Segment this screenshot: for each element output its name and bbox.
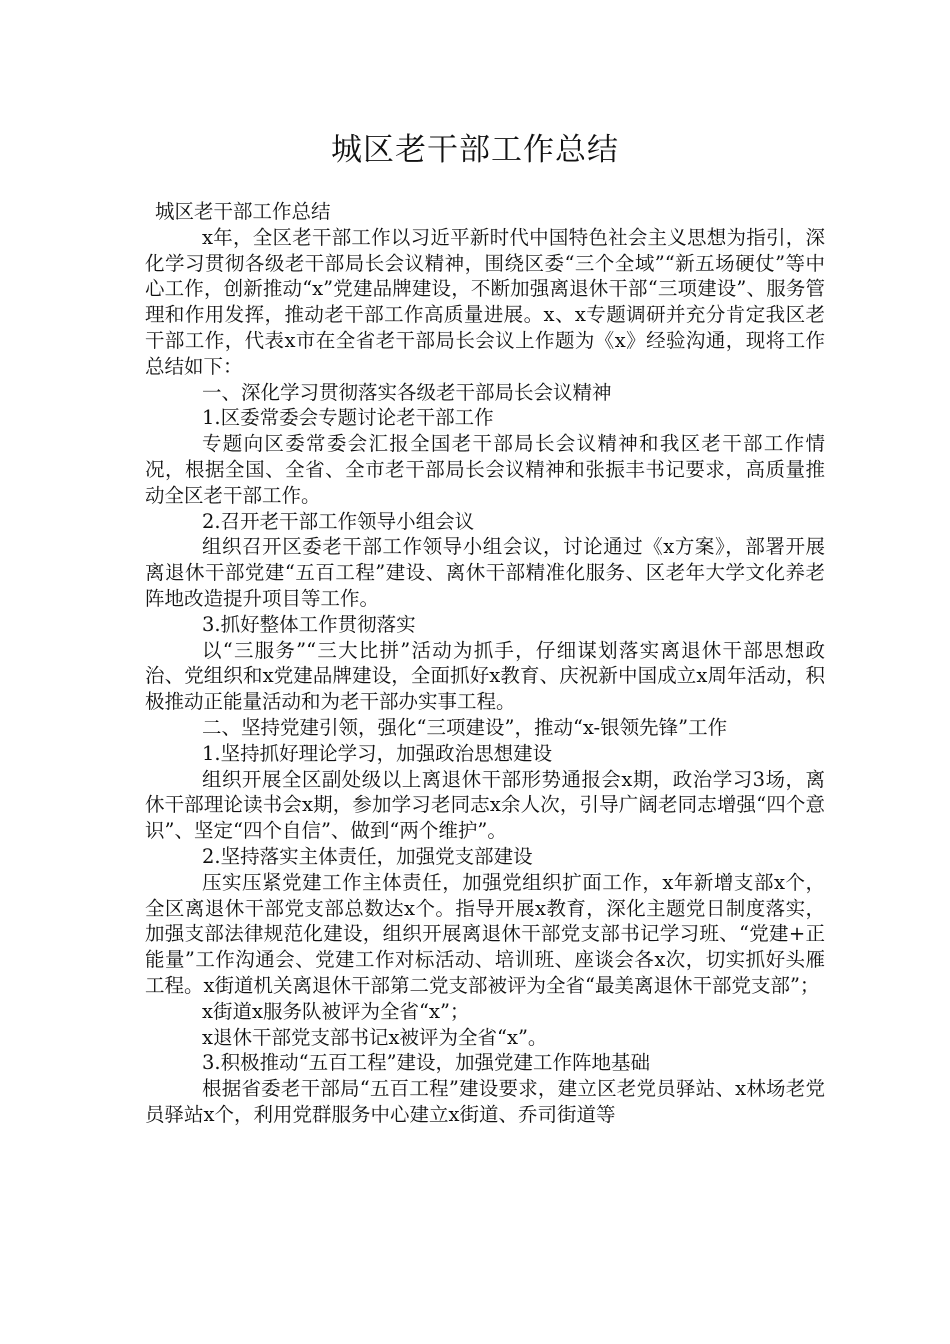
subsection-heading: 3.积极推动“五百工程”建设，加强党建工作阵地基础 <box>202 1051 651 1075</box>
paragraph: x年，全区老干部工作以习近平新时代中国特色社会主义思想为指引，深化学习贯彻各级老干部局长会议精神，围绕区委“三个全域”“新五场硬仗”等中心工作，创新推动“x”党建品牌建设，不断加强离退休干部“三项建设”、服务管理和作用发挥，推动老干部工作高质量进展。x、x专题调研并充分肯定我区老干部工作，代表x市在全省老干部局长会议上作题为《x》经验沟通，现将工作总结如下： <box>145 225 825 378</box>
paragraph: 以“三服务”“三大比拼”活动为抓手，仔细谋划落实离退休干部思想政治、党组织和x党建品牌建设，全面抓好x教育、庆祝新中国成立x周年活动，积极推动正能量活动和为老干部办实事工程。 <box>145 638 825 714</box>
paragraph: 组织开展全区副处级以上离退休干部形势通报会x期，政治学习3场，离休干部理论读书会x期，参加学习老同志x余人次，引导广阔老同志增强“四个意识”、坚定“四个自信”、做到“两个维护”。 <box>145 767 825 843</box>
document-body <box>145 199 825 1128</box>
paragraph: 压实压紧党建工作主体责任，加强党组织扩面工作，x年新增支部x个，全区离退休干部党支部总数达x个。指导开展x教育，深化主题党日制度落实，加强支部法律规范化建设，组织开展离退休干部党支部书记学习班、“党建+正能量”工作沟通会、党建工作对标活动、培训班、座谈会各x次，切实抓好头雁工程。x街道机关离退休干部第二党支部被评为全省“最美离退休干部党支部”； <box>145 870 825 997</box>
section-heading: 二、坚持党建引领，强化“三项建设”，推动“x-银领先锋”工作 <box>202 715 728 739</box>
subsection-heading: 1.坚持抓好理论学习，加强政治思想建设 <box>202 741 553 765</box>
document-title: 城区老干部工作总结 <box>331 132 619 168</box>
subsection-heading: 3.抓好整体工作贯彻落实 <box>202 612 416 636</box>
paragraph: 组织召开区委老干部工作领导小组会议，讨论通过《x方案》，部署开展离退休干部党建“五百工程”建设、离休干部精准化服务、区老年大学文化养老阵地改造提升项目等工作。 <box>145 535 825 610</box>
paragraph: 城区老干部工作总结 <box>155 200 331 223</box>
subsection-heading: 1.区委常委会专题讨论老干部工作 <box>202 406 494 430</box>
subsection-heading: 2.坚持落实主体责任，加强党支部建设 <box>202 844 533 868</box>
paragraph: x退休干部党支部书记x被评为全省“x”。 <box>202 1025 548 1049</box>
section-heading: 一、深化学习贯彻落实各级老干部局长会议精神 <box>202 380 612 404</box>
subsection-heading: 2.召开老干部工作领导小组会议 <box>202 509 475 533</box>
paragraph: 根据省委老干部局“五百工程”建设要求，建立区老党员驿站、x林场老党员驿站x个，利用党群服务中心建立x街道、乔司街道等 <box>145 1077 825 1126</box>
paragraph: x街道x服务队被评为全省“x”； <box>202 999 470 1023</box>
paragraph: 专题向区委常委会汇报全国老干部局长会议精神和我区老干部工作情况，根据全国、全省、全市老干部局长会议精神和张振丰书记要求，高质量推动全区老干部工作。 <box>145 432 825 507</box>
